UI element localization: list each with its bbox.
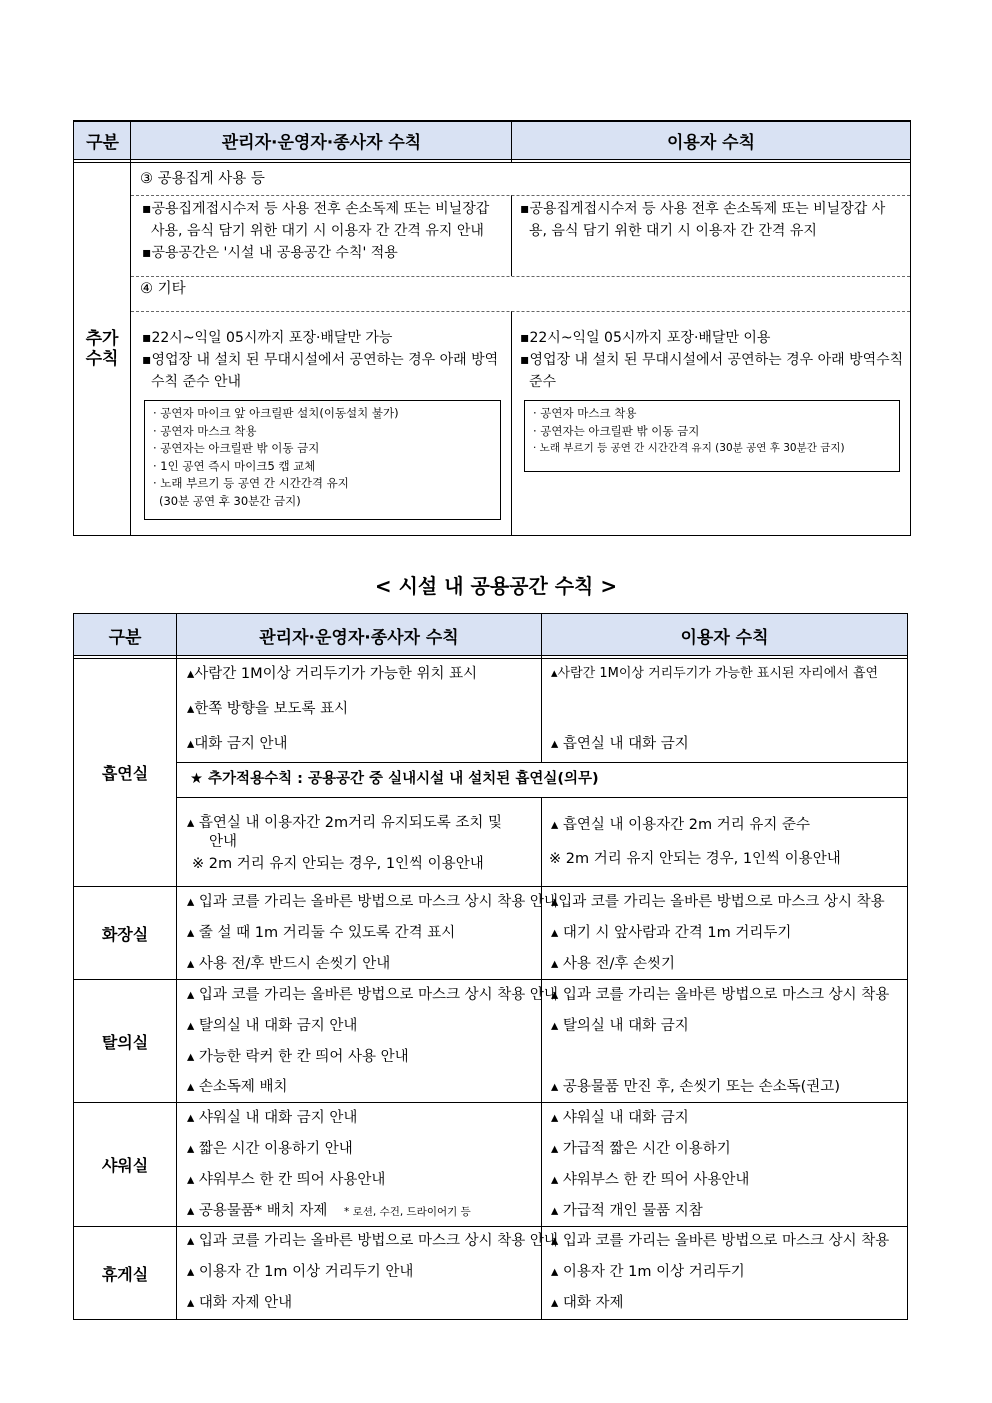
lounge-manager-1: ▴ 입과 코를 가리는 올바른 방법으로 마스크 상시 착용 안내	[187, 1233, 558, 1249]
header-user-rules: 이용자 수칙	[512, 121, 910, 160]
smoking-extra-rule: ★ 추가적용수칙 : 공용공간 중 실내시설 내 설치된 흡연실(의무)	[190, 771, 599, 787]
shower-user-3: ▴ 샤워부스 한 칸 띄어 사용안내	[551, 1172, 750, 1188]
shower-user-4: ▴ 가급적 개인 물품 지참	[551, 1203, 703, 1219]
row-label-additional-rules: 추가 수칙	[85, 329, 119, 369]
restroom-user-2: ▴ 대기 시 앞사람과 간격 1m 거리두기	[551, 925, 792, 941]
smoking-manager2-3: ※ 2m 거리 유지 안되는 경우, 1인씩 이용안내	[192, 856, 484, 872]
row-label-restroom: 화장실	[101, 924, 149, 944]
smoking-user-1: ▴사람간 1M이상 거리두기가 가능한 표시된 자리에서 흡연	[551, 666, 879, 681]
smoking-manager-2: ▴한쪽 방향을 보도록 표시	[187, 701, 349, 717]
row-label-locker-room: 탈의실	[101, 1032, 149, 1052]
locker-user-3: ▴ 공용물품 만진 후, 손씻기 또는 손소독(권고)	[551, 1079, 840, 1095]
section4-manager-text: ▪22시~익일 05시까지 포장·배달만 가능 ▪영업장 내 설치 된 무대시설에서 공연하는 경우 아래 방역 수칙 준수 안내	[142, 330, 499, 390]
shower-manager-3: ▴ 샤워부스 한 칸 띄어 사용안내	[187, 1172, 386, 1188]
row-label-smoking-room: 흡연실	[101, 764, 149, 783]
locker-manager-2: ▴ 탈의실 내 대화 금지 안내	[187, 1018, 358, 1034]
lounge-user-2: ▴ 이용자 간 1m 이상 거리두기	[551, 1264, 745, 1280]
header-category: 구분	[74, 121, 131, 160]
shower-manager-note: * 로션, 수건, 드라이어기 등	[344, 1206, 471, 1218]
section3-user-text: ▪공용집게접시수저 등 사용 전후 손소독제 또는 비닐장갑 사 용, 음식 담기 위한 대기 시 이용자 간 간격 유지	[520, 201, 886, 239]
shower-manager-2: ▴ 짧은 시간 이용하기 안내	[187, 1141, 353, 1157]
section-title: < 시설 내 공용공간 수칙 >	[374, 574, 618, 598]
shower-user-1: ▴ 샤워실 내 대화 금지	[551, 1110, 689, 1126]
smoking-manager2-1: ▴ 흡연실 내 이용자간 2m거리 유지되도록 조치 및	[187, 815, 503, 831]
section3-manager-text: ▪공용집게접시수저 등 사용 전후 손소독제 또는 비닐장갑 사용, 음식 담기 위한 대기 시 이용자 간 간격 유지 안내 ▪공용공간은 '시설 내 공용공간 수칙' 적용	[142, 201, 490, 261]
locker-user-1: ▴ 입과 코를 가리는 올바른 방법으로 마스크 상시 착용	[551, 987, 890, 1003]
user-performance-rules-box: · 공연자 마스크 착용 · 공연자는 아크릴판 밖 이동 금지 · 노래 부르기 등 공연 간 시간간격 유지 (30분 공연 후 30분간 금지)	[524, 400, 900, 472]
smoking-manager-3: ▴대화 금지 안내	[187, 736, 288, 752]
lounge-user-3: ▴ 대화 자제	[551, 1295, 624, 1311]
header-manager-rules: 관리자·운영자·종사자 수칙	[131, 121, 512, 160]
restroom-manager-3: ▴ 사용 전/후 반드시 손씻기 안내	[187, 956, 391, 972]
smoking-user2-2: ※ 2m 거리 유지 안되는 경우, 1인씩 이용안내	[549, 851, 841, 867]
lounge-manager-2: ▴ 이용자 간 1m 이상 거리두기 안내	[187, 1264, 414, 1280]
locker-manager-1: ▴ 입과 코를 가리는 올바른 방법으로 마스크 상시 착용 안내	[187, 987, 558, 1003]
locker-manager-3: ▴ 가능한 락커 한 칸 띄어 사용 안내	[187, 1049, 409, 1065]
lounge-manager-3: ▴ 대화 자제 안내	[187, 1295, 293, 1311]
section4-user-text: ▪22시~익일 05시까지 포장·배달만 이용 ▪영업장 내 설치 된 무대시설에서 공연하는 경우 아래 방역수칙 준수	[520, 330, 904, 390]
header2-user-rules: 이용자 수칙	[542, 614, 907, 656]
smoking-user2-1: ▴ 흡연실 내 이용자간 2m 거리 유지 준수	[551, 817, 810, 833]
lounge-user-1: ▴ 입과 코를 가리는 올바른 방법으로 마스크 상시 착용	[551, 1233, 890, 1249]
manager-performance-rules-box: · 공연자 마이크 앞 아크릴판 설치(이동설치 불가) · 공연자 마스크 착용 · 공연자는 아크릴판 밖 이동 금지 · 1인 공연 즉시 마이크5 캡 교체 · 노래 부르기 등 공연 간 시간간격 유지 (30분 공연 후 30분간 금지)	[144, 400, 501, 520]
section-shared-tongs-title: ③ 공용집게 사용 등	[140, 171, 265, 187]
section-etc-title: ④ 기타	[140, 281, 186, 297]
restroom-user-3: ▴ 사용 전/후 손씻기	[551, 956, 676, 972]
row-label-shower-room: 샤워실	[101, 1156, 149, 1175]
shower-manager-4	[187, 1200, 471, 1223]
header2-category: 구분	[74, 614, 176, 656]
shower-manager-1: ▴ 샤워실 내 대화 금지 안내	[187, 1110, 358, 1126]
restroom-manager-1: ▴ 입과 코를 가리는 올바른 방법으로 마스크 상시 착용 안내	[187, 894, 558, 910]
header2-manager-rules: 관리자·운영자·종사자 수칙	[177, 614, 541, 656]
smoking-user-2: ▴ 흡연실 내 대화 금지	[551, 736, 689, 752]
smoking-manager2-2: 안내	[209, 834, 238, 850]
restroom-user-1: ▴입과 코를 가리는 올바른 방법으로 마스크 상시 착용	[551, 894, 885, 910]
shower-manager-4-text: ▴ 공용물품* 배치 자제	[187, 1203, 328, 1219]
row-label-lounge: 휴게실	[101, 1264, 149, 1284]
restroom-manager-2: ▴ 줄 설 때 1m 거리둘 수 있도록 간격 표시	[187, 925, 456, 941]
locker-manager-4: ▴ 손소독제 배치	[187, 1079, 288, 1095]
locker-user-2: ▴ 탈의실 내 대화 금지	[551, 1018, 689, 1034]
smoking-manager-1: ▴사람간 1M이상 거리두기가 가능한 위치 표시	[187, 666, 478, 682]
shower-user-2: ▴ 가급적 짧은 시간 이용하기	[551, 1141, 731, 1157]
